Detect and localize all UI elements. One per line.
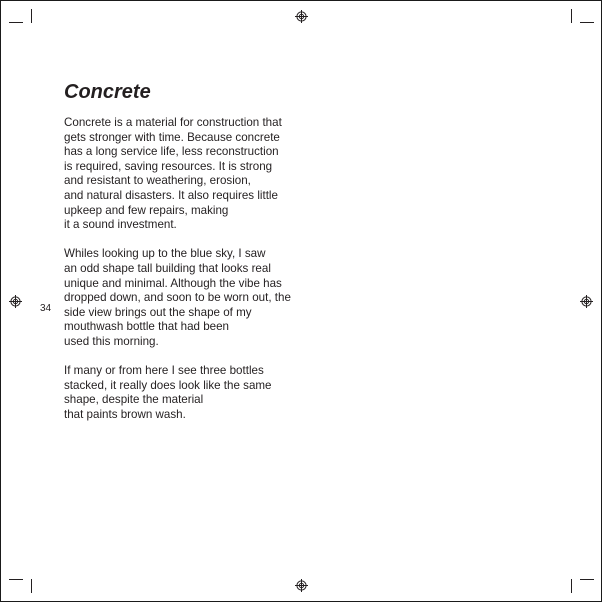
- text-line: upkeep and few repairs, making: [64, 203, 229, 217]
- crop-mark-icon: [31, 9, 32, 23]
- crop-mark-icon: [9, 579, 23, 580]
- crop-mark-icon: [571, 9, 572, 23]
- crop-mark-icon: [580, 579, 594, 580]
- text-line: dropped down, and soon to be worn out, the: [64, 291, 291, 305]
- registration-mark-icon: [295, 579, 308, 592]
- text-line: is required, saving resources. It is strong: [64, 159, 273, 173]
- text-line: that paints brown wash.: [64, 407, 186, 421]
- body-text: [64, 116, 304, 437]
- registration-mark-icon: [295, 10, 308, 23]
- text-line: Whiles looking up to the blue sky, I saw: [64, 247, 266, 261]
- crop-mark-icon: [31, 579, 32, 593]
- crop-mark-icon: [580, 22, 594, 23]
- paragraph-building-observation: [64, 247, 304, 349]
- text-line: an odd shape tall building that looks real: [64, 261, 271, 275]
- text-line: Concrete is a material for construction that: [64, 116, 282, 129]
- text-line: unique and minimal. Although the vibe has: [64, 276, 282, 290]
- registration-mark-icon: [580, 295, 593, 308]
- text-line: stacked, it really does look like the same: [64, 378, 272, 392]
- text-line: shape, despite the material: [64, 393, 204, 407]
- text-line: If many or from here I see three bottles: [64, 364, 264, 378]
- crop-mark-icon: [571, 579, 572, 593]
- page-number: 34: [40, 303, 52, 314]
- text-line: side view brings out the shape of my: [64, 305, 252, 319]
- text-line: and natural disasters. It also requires little: [64, 188, 278, 202]
- crop-mark-icon: [9, 22, 23, 23]
- text-line: used this morning.: [64, 334, 159, 348]
- paragraph-concrete-properties: [64, 116, 304, 233]
- text-line: it a sound investment.: [64, 218, 177, 232]
- text-line: gets stronger with time. Because concrete: [64, 130, 280, 144]
- registration-mark-icon: [9, 295, 22, 308]
- text-line: has a long service life, less reconstruction: [64, 145, 279, 159]
- page-title: Concrete: [64, 81, 151, 103]
- text-line: and resistant to weathering, erosion,: [64, 174, 251, 188]
- text-line: mouthwash bottle that had been: [64, 320, 230, 334]
- paragraph-three-bottles: [64, 364, 304, 422]
